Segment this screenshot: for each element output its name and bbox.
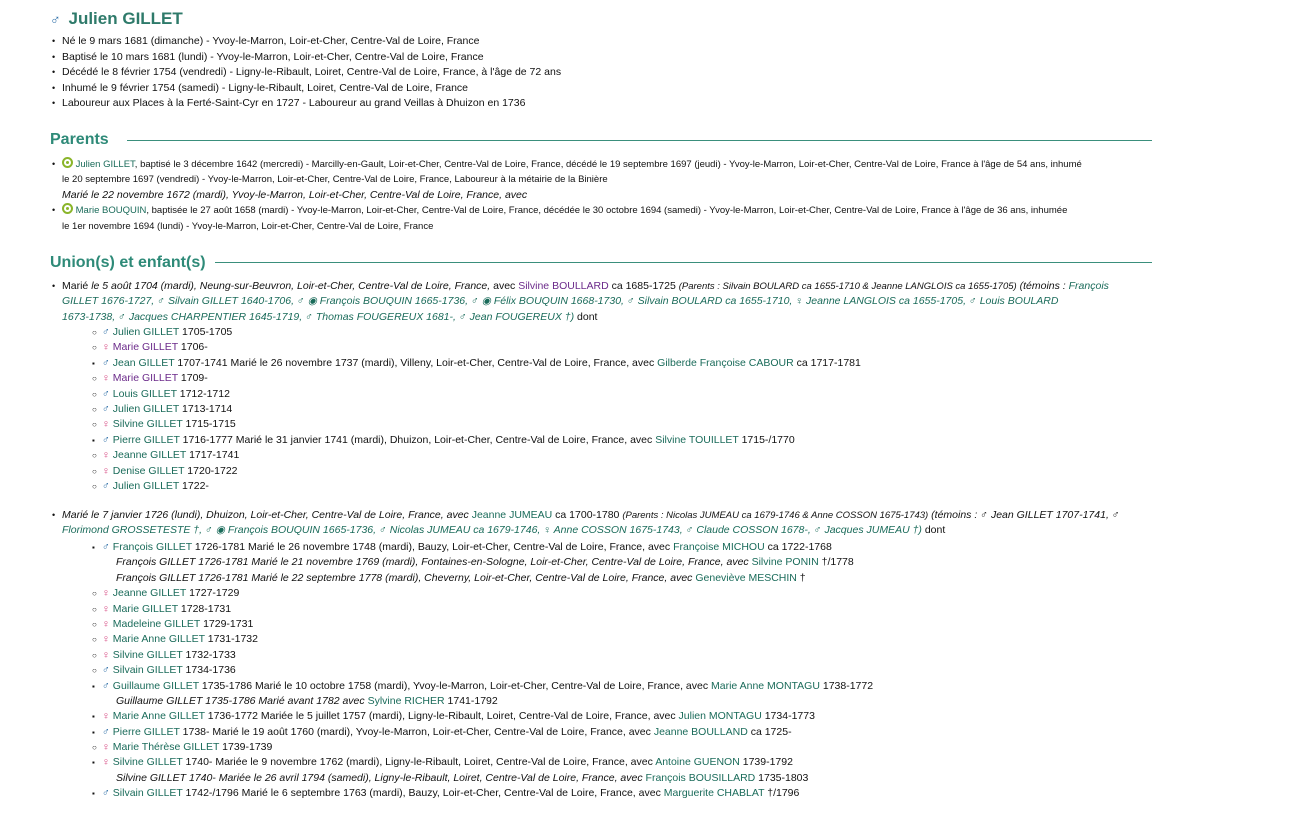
father-details: , baptisé le 3 décembre 1642 (mercredi) - Marcilly-en-Gault, Loir-et-Cher, Centre-Val de Loire, France, décédé le 19 septembre 1697 (jeudi) - Yvoy-le-Marron, Loir-et-Cher, Centre-Val de Loire, France à l'âge de 54 ans, inhumé: [134, 159, 1082, 170]
child-details: 1739-1739: [219, 741, 273, 754]
child-spouse-dates: 1739-1792: [739, 756, 793, 769]
child-row: [92, 433, 861, 448]
female-icon: ♀: [102, 418, 110, 431]
child-spouse-link[interactable]: Marguerite CHABLAT: [663, 787, 765, 800]
child-details: 1705-1705: [179, 326, 233, 338]
child-spouse-dates: †/1796: [764, 787, 800, 800]
child-row: [92, 340, 861, 355]
child-row: [92, 663, 873, 678]
child-details: 1707-1741 Marié le 26 novembre 1737 (mardi), Villeny, Loir-et-Cher, Centre-Val de Loire, France, avec: [174, 356, 658, 369]
child-spouse-dates: 1734-1773: [761, 710, 815, 723]
male-icon: ♂: [50, 11, 61, 27]
male-icon: ♂: [102, 326, 110, 338]
male-icon: ♂: [102, 433, 110, 446]
child-details: 1720-1722: [184, 464, 238, 477]
child-details: 1734-1736: [182, 664, 236, 677]
u2-witnesses-2: Florimond GROSSETESTE †, ♂ ◉ François BOUQUIN 1665-1736, ♂ Nicolas JUMEAU ca 1679-1746, ♀ Anne COSSON 1675-1743, ♂ Claude COSSON 1678-, ♂ Jacques JUMEAU †): [62, 524, 922, 537]
child-link[interactable]: Marie Anne GILLET: [112, 710, 205, 723]
child-spouse-dates: ca 1722-1768: [764, 541, 832, 553]
child-row: [92, 771, 873, 786]
u1-witnesses: GILLET 1676-1727, ♂ Silvain GILLET 1640-1706, ♂ ◉ François BOUQUIN 1665-1736, ♂ ◉ Félix BOUQUIN 1668-1730, ♂ Silvain BOULARD ca 1655-1710, ♀ Jeanne LANGLOIS ca 1655-1705, ♂ Louis BOULARD: [62, 295, 1059, 308]
child-spouse-link[interactable]: Antoine GUENON: [655, 756, 740, 769]
child-row: [92, 555, 873, 570]
female-icon: ♀: [102, 710, 110, 723]
child-details: 1728-1731: [177, 602, 232, 615]
child-link[interactable]: Julien GILLET: [112, 479, 180, 492]
child-details: François GILLET 1726-1781 Marié le 22 septembre 1778 (mardi), Cheverny, Loir-et-Cher, Centre-Val de Loire, France, avec: [116, 571, 696, 584]
person-name: Julien GILLET: [68, 9, 183, 28]
child-spouse-link[interactable]: Silvine TOUILLET: [655, 433, 739, 446]
union-1-children: [92, 325, 861, 494]
child-details: 1742-/1796 Marié le 6 septembre 1763 (mardi), Bauzy, Loir-et-Cher, Centre-Val de Loire, France, avec: [182, 787, 664, 800]
child-row: [92, 586, 873, 601]
child-spouse-link[interactable]: Jeanne BOULLAND: [653, 725, 748, 738]
u1-with: avec: [490, 280, 519, 292]
fact-burial: • Inhumé le 9 février 1754 (samedi) - Ligny-le-Ribault, Loiret, Centre-Val de Loire, France: [52, 81, 561, 97]
child-row: [92, 448, 861, 463]
male-icon: ♂: [102, 387, 110, 400]
child-row: [92, 356, 861, 371]
u2-witnesses: (témoins : ♂ Jean GILLET 1707-1741, ♂: [928, 509, 1120, 521]
male-icon: ♂: [102, 725, 110, 738]
child-row: [92, 387, 861, 402]
witness-link[interactable]: François: [1068, 280, 1109, 292]
fact-occupation: • Laboureur aux Places à la Ferté-Saint-Cyr en 1727 - Laboureur au grand Veillas à Dhuizon en 1736: [52, 96, 561, 112]
child-spouse-dates: ca 1717-1781: [793, 356, 861, 369]
child-link[interactable]: Marie GILLET: [112, 602, 178, 615]
child-spouse-dates: †/1778: [818, 556, 854, 569]
child-link[interactable]: Marie GILLET: [112, 372, 178, 385]
child-link[interactable]: Guillaume GILLET: [112, 679, 199, 692]
female-icon: ♀: [102, 587, 110, 600]
spouse-link[interactable]: Jeanne JUMEAU: [471, 509, 553, 521]
u2-spouse-parents: (Parents : Nicolas JUMEAU ca 1679-1746 & Anne COSSON 1675-1743): [622, 510, 929, 521]
fact-birth: • Né le 9 mars 1681 (dimanche) - Yvoy-le-Marron, Loir-et-Cher, Centre-Val de Loire, France: [52, 34, 561, 50]
child-details: 1715-1715: [182, 418, 236, 431]
male-icon: ♂: [102, 479, 110, 492]
child-row: [92, 325, 861, 340]
female-icon: ♀: [102, 648, 110, 661]
child-row: [92, 679, 873, 694]
child-link[interactable]: Jeanne GILLET: [112, 587, 187, 600]
child-spouse-dates: 1735-1803: [755, 771, 809, 784]
u1-witnesses-2: 1673-1738, ♂ Jacques CHARPENTIER 1645-1719, ♂ Thomas FOUGEREUX 1681-, ♂ Jean FOUGEREUX †): [62, 310, 575, 323]
fact-death: • Décédé le 8 février 1754 (vendredi) - Ligny-le-Ribault, Loiret, Centre-Val de Loire, France, à l'âge de 72 ans: [52, 65, 561, 81]
female-icon: ♀: [102, 341, 110, 354]
child-details: 1736-1772 Mariée le 5 juillet 1757 (mardi), Ligny-le-Ribault, Loiret, Centre-Val de Loire, France, avec: [204, 710, 679, 723]
unions-heading: Union(s) et enfant(s): [50, 254, 206, 271]
u1-witness-label: (témoins :: [1016, 280, 1069, 292]
page-title: [50, 9, 183, 29]
child-details: 1740- Mariée le 9 novembre 1762 (mardi), Ligny-le-Ribault, Loiret, Centre-Val de Loire, France, avec: [182, 756, 656, 769]
child-row: [92, 402, 861, 417]
facts-list: [52, 34, 561, 112]
mother-link[interactable]: Marie BOUQUIN: [75, 205, 147, 217]
child-link[interactable]: Pierre GILLET: [112, 433, 180, 446]
parents-heading: Parents: [50, 131, 109, 148]
child-link[interactable]: Louis GILLET: [112, 387, 177, 400]
child-details: Silvine GILLET 1740- Mariée le 26 avril 1794 (samedi), Ligny-le-Ribault, Loiret, Centre-Val de Loire, France, avec: [116, 771, 646, 784]
female-icon: ♀: [102, 633, 110, 646]
child-link[interactable]: Julien GILLET: [112, 402, 180, 415]
union-2-children: [92, 540, 873, 802]
child-spouse-link[interactable]: Marie Anne MONTAGU: [711, 679, 820, 692]
child-row: [92, 786, 873, 801]
female-icon: ♀: [102, 602, 110, 615]
child-link[interactable]: Pierre GILLET: [112, 725, 180, 738]
u1-married: Marié: [62, 280, 92, 292]
father-link[interactable]: Julien GILLET: [75, 159, 135, 170]
child-row: [92, 648, 873, 663]
child-details: 1729-1731: [200, 617, 254, 630]
child-link[interactable]: Silvain GILLET: [112, 664, 183, 677]
parents-rule: [127, 140, 1152, 141]
female-icon: ♀: [102, 464, 110, 477]
child-link[interactable]: Silvine GILLET: [112, 648, 183, 661]
male-icon: ♂: [102, 541, 110, 553]
child-details: 1732-1733: [182, 648, 236, 661]
female-icon: ♀: [102, 372, 110, 385]
child-row: [92, 725, 873, 740]
child-details: 1731-1732: [204, 633, 258, 646]
child-row: [92, 479, 861, 494]
child-spouse-dates: 1741-1792: [444, 694, 498, 707]
child-spouse-link[interactable]: Geneviève MESCHIN: [695, 571, 797, 584]
child-row: [92, 709, 873, 724]
child-row: [92, 371, 861, 386]
child-row: [92, 740, 873, 755]
child-row: [92, 632, 873, 647]
child-details: 1735-1786 Marié le 10 octobre 1758 (mardi), Yvoy-le-Marron, Loir-et-Cher, Centre-Val de Loire, France, avec: [198, 679, 712, 692]
child-spouse-dates: ca 1725-: [747, 725, 792, 738]
child-spouse-dates: 1738-1772: [819, 679, 874, 692]
sosa-icon: [62, 157, 73, 168]
u1-dont: dont: [574, 310, 598, 323]
child-spouse-link[interactable]: Silvine PONIN: [751, 556, 819, 569]
u2-dates: ca 1700-1780: [552, 509, 623, 521]
child-row: [92, 617, 873, 632]
child-link[interactable]: Silvain GILLET: [112, 787, 183, 800]
parents-marriage: Marié le 22 novembre 1672 (mardi), Yvoy-le-Marron, Loir-et-Cher, Centre-Val de Loire, France, avec: [62, 188, 528, 201]
child-row: [92, 464, 861, 479]
child-link[interactable]: Marie Thérèse GILLET: [112, 741, 220, 754]
male-icon: ♂: [102, 402, 110, 415]
union-1: [52, 279, 1152, 325]
child-link[interactable]: Marie Anne GILLET: [112, 633, 205, 646]
child-link[interactable]: Marie GILLET: [112, 341, 178, 354]
mother-details-2: le 1er novembre 1694 (lundi) - Yvoy-le-Marron, Loir-et-Cher, Centre-Val de Loire, France: [62, 220, 434, 232]
male-icon: ♂: [102, 664, 110, 677]
u2-dont: dont: [921, 524, 946, 537]
child-details: François GILLET 1726-1781 Marié le 21 novembre 1769 (mardi), Fontaines-en-Sologne, Loir-et-Cher, Centre-Val de Loire, France, avec: [116, 556, 752, 569]
sosa-icon: [62, 203, 73, 214]
child-link[interactable]: Jeanne GILLET: [112, 449, 187, 462]
child-spouse-dates: 1715-/1770: [738, 433, 795, 446]
child-details: 1717-1741: [186, 449, 240, 462]
child-details: 1722-: [179, 479, 209, 492]
child-link[interactable]: Silvine GILLET: [112, 756, 183, 769]
male-icon: ♂: [102, 679, 110, 692]
child-spouse-link[interactable]: Gilberde Françoise CABOUR: [657, 356, 794, 369]
child-link[interactable]: François GILLET: [112, 541, 192, 553]
male-icon: ♂: [102, 787, 110, 800]
male-icon: ♂: [102, 356, 110, 369]
parents-block: [52, 157, 1152, 234]
child-details: 1713-1714: [179, 402, 233, 415]
child-details: 1709-: [177, 372, 208, 385]
child-row: [92, 540, 873, 555]
child-row: [92, 602, 873, 617]
child-details: 1727-1729: [186, 587, 240, 600]
father-details-2: le 20 septembre 1697 (vendredi) - Yvoy-le-Marron, Loir-et-Cher, Centre-Val de Loire, France, Laboureur à la métairie de la Binière: [62, 174, 608, 186]
child-spouse-link[interactable]: François BOUSILLARD: [645, 771, 756, 784]
child-details: 1706-: [177, 341, 208, 354]
female-icon: ♀: [102, 756, 110, 769]
child-spouse-link[interactable]: Sylvine RICHER: [367, 694, 445, 707]
u1-date: le 5 août 1704 (mardi), Neung-sur-Beuvron, Loir-et-Cher, Centre-Val de Loire, France,: [91, 280, 491, 292]
child-details: 1712-1712: [176, 387, 230, 400]
child-link[interactable]: Denise GILLET: [112, 464, 185, 477]
union-2: [52, 508, 1152, 539]
female-icon: ♀: [102, 617, 110, 630]
female-icon: ♀: [102, 449, 110, 462]
child-details: 1726-1781 Marié le 26 novembre 1748 (mardi), Bauzy, Loir-et-Cher, Centre-Val de Loire, France, avec: [191, 541, 674, 553]
mother-details: , baptisée le 27 août 1658 (mardi) - Yvoy-le-Marron, Loir-et-Cher, Centre-Val de Loire, France, décédée le 30 octobre 1694 (samedi) - Yvoy-le-Marron, Loir-et-Cher, Centre-Val de Loire, France à l'âge de 36 ans, inhumée: [146, 205, 1068, 217]
child-link[interactable]: Julien GILLET: [112, 326, 180, 338]
female-icon: ♀: [102, 741, 110, 754]
child-spouse-dates: †: [796, 571, 806, 584]
child-link[interactable]: Silvine GILLET: [112, 418, 183, 431]
child-row: [92, 571, 873, 586]
unions-rule: [215, 262, 1152, 263]
child-row: [92, 417, 861, 432]
child-details: 1716-1777 Marié le 31 janvier 1741 (mardi), Dhuizon, Loir-et-Cher, Centre-Val de Loire, France, avec: [179, 433, 656, 446]
child-row: [92, 755, 873, 770]
u1-spouse-parents: (Parents : Silvain BOULARD ca 1655-1710 & Jeanne LANGLOIS ca 1655-1705): [678, 281, 1017, 292]
child-link[interactable]: Madeleine GILLET: [112, 617, 201, 630]
child-link[interactable]: Jean GILLET: [112, 356, 175, 369]
child-row: [92, 694, 873, 709]
child-spouse-link[interactable]: Julien MONTAGU: [678, 710, 762, 723]
child-details: Guillaume GILLET 1735-1786 Marié avant 1782 avec: [116, 694, 368, 707]
child-details: 1738- Marié le 19 août 1760 (mardi), Yvoy-le-Marron, Loir-et-Cher, Centre-Val de Loire, France, avec: [179, 725, 654, 738]
fact-baptism: • Baptisé le 10 mars 1681 (lundi) - Yvoy-le-Marron, Loir-et-Cher, Centre-Val de Loire, France: [52, 50, 561, 66]
spouse-link[interactable]: Silvine BOULLARD: [518, 280, 609, 292]
child-spouse-link[interactable]: Françoise MICHOU: [673, 541, 765, 553]
u2-marriage: Marié le 7 janvier 1726 (lundi), Dhuizon, Loir-et-Cher, Centre-Val de Loire, France, avec: [62, 509, 472, 521]
u1-dates: ca 1685-1725: [608, 280, 679, 292]
